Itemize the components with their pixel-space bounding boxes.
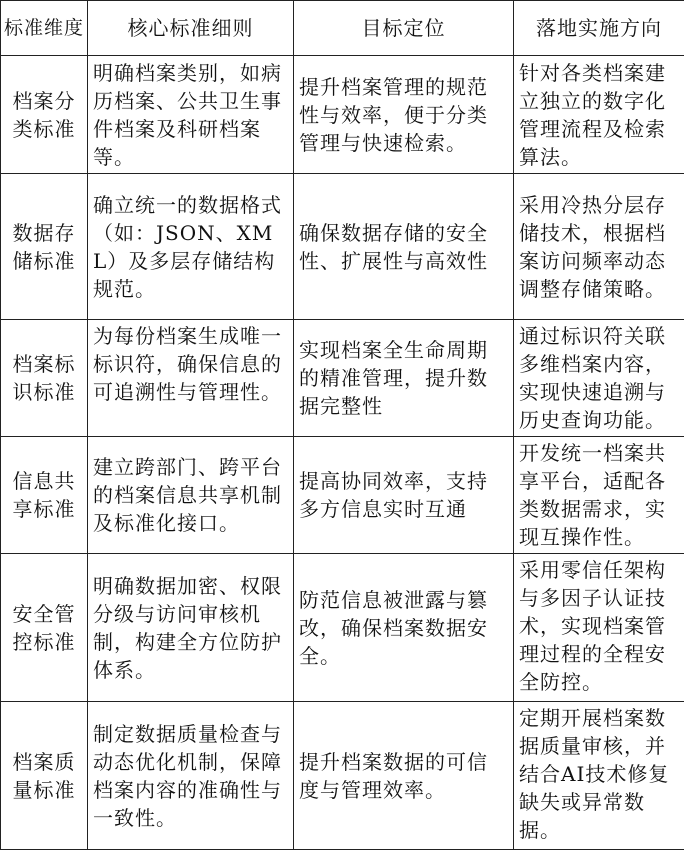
direction-cell: 定期开展档案数据质量审核，并结合AI技术修复缺失或异常数据。 [514, 702, 684, 850]
table-row [1, 320, 684, 437]
direction-cell: 采用冷热分层存储技术，根据档案访问频率动态调整存储策略。 [514, 174, 684, 320]
detail-cell: 明确数据加密、权限分级与访问审核机制，构建全方位防护体系。 [88, 554, 294, 702]
goal-cell: 实现档案全生命周期的精准管理，提升数据完整性 [294, 320, 514, 437]
table-row [1, 174, 684, 320]
direction-cell: 采用零信任架构与多因子认证技术，实现档案管理过程的全程安全防控。 [514, 554, 684, 702]
direction-cell: 开发统一档案共享平台，适配各类数据需求，实现互操作性。 [514, 437, 684, 554]
dimension-cell: 安全管控标准 [1, 554, 88, 702]
goal-cell: 提高协同效率，支持多方信息实时互通 [294, 437, 514, 554]
table-row [1, 56, 684, 174]
direction-cell: 针对各类档案建立独立的数字化管理流程及检索算法。 [514, 56, 684, 174]
dimension-cell: 档案分类标准 [1, 56, 88, 174]
header-row [1, 1, 684, 56]
table-row [1, 437, 684, 554]
detail-cell: 建立跨部门、跨平台的档案信息共享机制及标准化接口。 [88, 437, 294, 554]
goal-cell: 确保数据存储的安全性、扩展性与高效性 [294, 174, 514, 320]
detail-cell: 为每份档案生成唯一标识符，确保信息的可追溯性与管理性。 [88, 320, 294, 437]
table-row [1, 554, 684, 702]
header-core-detail: 核心标准细则 [88, 1, 294, 56]
detail-cell: 明确档案类别，如病历档案、公共卫生事件档案及科研档案等。 [88, 56, 294, 174]
dimension-cell: 信息共享标准 [1, 437, 88, 554]
detail-cell: 制定数据质量检查与动态优化机制，保障档案内容的准确性与一致性。 [88, 702, 294, 850]
detail-cell: 确立统一的数据格式（如：JSON、XML）及多层存储结构规范。 [88, 174, 294, 320]
dimension-cell: 数据存储标准 [1, 174, 88, 320]
goal-cell: 防范信息被泄露与篡改，确保档案数据安全。 [294, 554, 514, 702]
table-row [1, 702, 684, 850]
dimension-cell: 档案标识标准 [1, 320, 88, 437]
goal-cell: 提升档案数据的可信度与管理效率。 [294, 702, 514, 850]
goal-cell: 提升档案管理的规范性与效率，便于分类管理与快速检索。 [294, 56, 514, 174]
direction-cell: 通过标识符关联多维档案内容，实现快速追溯与历史查询功能。 [514, 320, 684, 437]
header-dimension: 标准维度 [1, 1, 88, 56]
dimension-cell: 档案质量标准 [1, 702, 88, 850]
header-goal: 目标定位 [294, 1, 514, 56]
header-direction: 落地实施方向 [514, 1, 684, 56]
